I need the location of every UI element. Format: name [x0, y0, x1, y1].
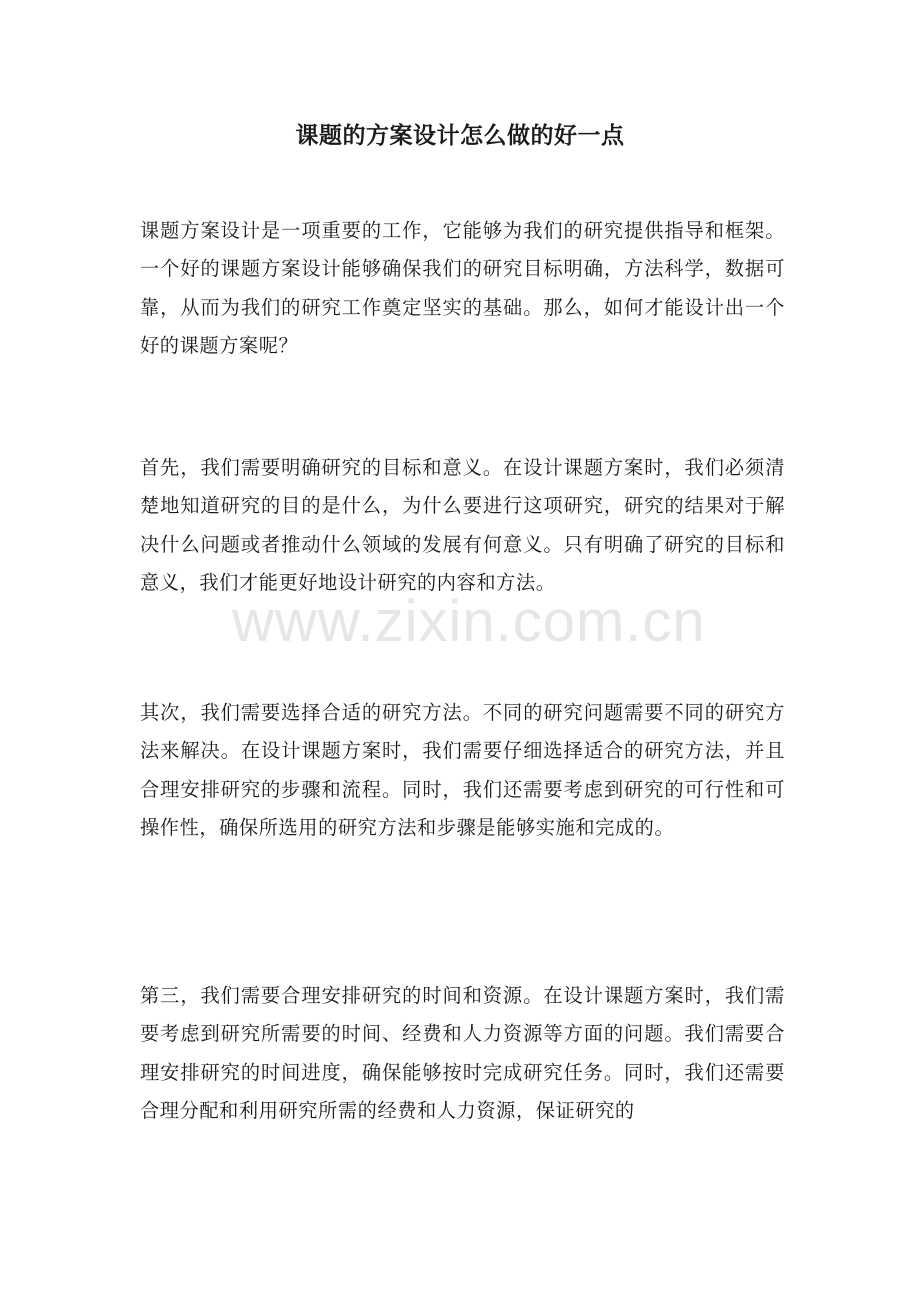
paragraph-intro: 课题方案设计是一项重要的工作，它能够为我们的研究提供指导和框架。一个好的课题方案设计能够确保我们的研究目标明确，方法科学，数据可靠，从而为我们的研究工作奠定坚实的基础。那么，如何才能设计出一个好的课题方案呢？ [140, 219, 785, 358]
paragraph-methods: 其次，我们需要选择合适的研究方法。不同的研究问题需要不同的研究方法来解决。在设计课题方案时，我们需要仔细选择适合的研究方法，并且合理安排研究的步骤和流程。同时，我们还需要考虑到研究的可行性和可操作性，确保所选用的研究方法和步骤是能够实施和完成的。 [140, 701, 785, 840]
paragraph-goals: 首先，我们需要明确研究的目标和意义。在设计课题方案时，我们必须清楚地知道研究的目的是什么，为什么要进行这项研究，研究的结果对于解决什么问题或者推动什么领域的发展有何意义。只有明确了研究的目标和意义，我们才能更好地设计研究的内容和方法。 [140, 456, 785, 595]
document-title: 课题的方案设计怎么做的好一点 [295, 122, 625, 149]
watermark: www.zixin.com.cn [232, 589, 706, 654]
paragraph-resources: 第三，我们需要合理安排研究的时间和资源。在设计课题方案时，我们需要考虑到研究所需要的时间、经费和人力资源等方面的问题。我们需要合理安排研究的时间进度，确保能够按时完成研究任务。同时，我们还需要合理分配和利用研究所需的经费和人力资源，保证研究的 [140, 984, 785, 1123]
